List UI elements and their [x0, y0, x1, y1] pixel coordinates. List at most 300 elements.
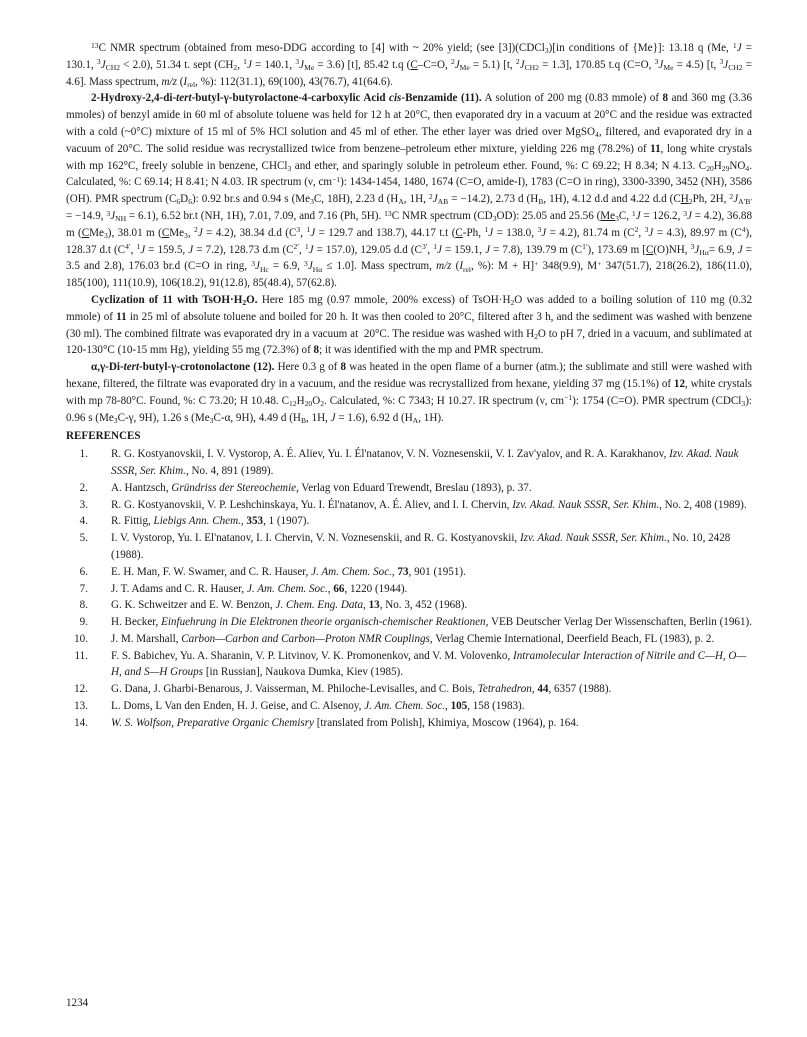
text-run: –C=O, — [417, 58, 451, 71]
text-run: = 129.7 and 138.7), 44.17 t.t ( — [315, 226, 456, 239]
text-run-b: 73 — [397, 565, 409, 578]
text-run: 348(9.9), M — [538, 260, 598, 273]
text-run: = 4.2), 36.88 m ( — [66, 209, 755, 239]
text-run: , 1H), 4.12 d.d and 4.22 d.d (C — [543, 193, 681, 206]
text-run-i: J — [307, 260, 313, 273]
text-run-sub: 2 — [534, 331, 538, 341]
text-run-sup: −1 — [564, 393, 573, 403]
text-run: = 138.0, — [493, 226, 538, 239]
text-run-sup: 2 — [428, 191, 433, 201]
reference-item — [66, 681, 752, 698]
text-run: = 4.2), 81.74 m (C — [546, 226, 635, 239]
text-run-i: J — [694, 243, 700, 256]
text-run: C NMR spectrum (obtained from meso-DDG according to [4] with ~ 20% yield; (see [3])(CDCl — [98, 42, 545, 54]
text-run: , — [299, 243, 305, 256]
reference-number: 2. — [79, 481, 88, 494]
text-run: = 140.1, — [251, 58, 296, 71]
text-run-sup: 3 — [537, 225, 542, 235]
text-run: ): 1434-1454, 1480, 1674 (C=O, amide-I), 1783 (C=O in ring), 3300-3390, 3452 (NH), 3586 (OH). PMR spectrum (C — [66, 176, 755, 206]
text-run: NO — [729, 159, 746, 172]
reference-item — [66, 530, 752, 564]
text-run-sub: 4 — [745, 163, 750, 173]
text-run-b: 66 — [333, 582, 345, 595]
text-run-i: J — [658, 58, 664, 71]
text-run-sub: 3 — [615, 214, 619, 224]
text-run-sub: 3 — [113, 415, 118, 425]
text-run-sup: 1 — [433, 242, 438, 252]
text-run-ul: C — [81, 226, 90, 239]
text-run: ): 0.96 s (Me — [66, 394, 755, 424]
reference-text — [111, 566, 466, 578]
text-run: was heated in the open flame of a burner (atm.); the sublimate and still were washed with hexane, filtered, the filtrate was evaporated dry in a vacuum, and the residue was recrystallized from hexane, yielding 37 mg (15.1%) of — [66, 361, 755, 390]
text-run: = 157.0), 129.05 d.d (C — [313, 243, 422, 256]
text-run-sub: 4 — [595, 130, 599, 140]
page-number: 1234 — [66, 997, 89, 1009]
text-run-sub: Me — [459, 63, 470, 73]
reference-item — [66, 597, 752, 614]
text-run-sup: 3 — [690, 242, 695, 252]
text-run-ul: C — [410, 58, 418, 71]
text-run-sup: 4 — [741, 225, 746, 235]
text-run: ), 38.01 m ( — [107, 226, 162, 239]
reference-item — [66, 564, 752, 581]
text-run-sup: 1 — [243, 57, 247, 67]
text-run-sub: 2 — [320, 399, 325, 408]
reference-number: 8. — [79, 599, 88, 612]
text-run-i: J — [437, 243, 442, 256]
text-run-i: J — [255, 260, 260, 273]
text-run-sub: Hα — [312, 264, 323, 274]
text-run: = 3.6) [t], 85.42 t.q ( — [314, 58, 411, 71]
reference-number: 4. — [79, 515, 88, 528]
text-run: = 126.2, — [640, 209, 684, 222]
text-run: E. H. Man, F. W. Swamer, and C. R. Hauser, — [111, 565, 312, 578]
text-run: C NMR spectrum (CD — [391, 209, 493, 222]
text-run: = −14.9, — [66, 193, 755, 222]
text-run: (O)NH, — [653, 243, 691, 256]
text-run-i: m/z — [436, 260, 452, 273]
text-run-sub: 3 — [287, 163, 292, 173]
text-run-i: J — [330, 411, 336, 424]
text-run-b: -Benzamide (11). — [401, 92, 482, 105]
text-run-sub: 3 — [741, 399, 746, 408]
text-run: , %): M + H] — [471, 260, 535, 273]
text-run: ≤ 1.0]. Mass spectrum, — [322, 260, 437, 273]
text-run-sub: 3 — [492, 214, 497, 224]
text-run-i: J — [686, 209, 692, 222]
text-run-i: Carbon—Carbon and Carbon—Proton NMR Couplings, — [181, 632, 433, 645]
text-run-sub: B — [538, 197, 544, 207]
text-run: , — [300, 226, 307, 239]
text-run: = 1.6), 6.92 d (H — [335, 411, 413, 424]
text-run: Verlag Chemie International, Deerfield Beach, FL (1983), p. 2. — [432, 632, 715, 645]
text-run-sub: 2 — [510, 298, 515, 308]
text-run-sub: 29 — [721, 163, 730, 173]
text-run: L. Doms, L Van den Enden, H. J. Geise, and C. Alsenoy, — [111, 700, 365, 713]
text-run-i: I — [459, 260, 464, 273]
text-run-sub: 6 — [176, 197, 181, 207]
reference-number: 1. — [79, 448, 88, 461]
text-run: , — [130, 243, 137, 256]
reference-text — [111, 515, 309, 527]
text-run: O to pH 7, dried in a vacuum, and sublimated at 120-130°C (10-15 mm Hg), yielding 55 mg (72.3%) of — [66, 327, 755, 357]
text-run: C, — [618, 209, 632, 222]
text-run-i: J — [723, 58, 729, 71]
text-run: , 1H). — [418, 411, 444, 424]
text-run: R. G. Kostyanovskii, I. V. Vystorop, A. É. Aliev, Yu. I. Él'natanov, V. N. Voznesenskii, V. I. Zav'yalov, and R. A. Karakhanov, — [111, 448, 670, 461]
text-run-b: O. — [246, 293, 258, 306]
text-run-b: 8 — [313, 344, 320, 357]
text-run-sub: 3 — [209, 415, 214, 425]
text-run: and 360 mg (3.36 mmoles) of benzyl amide in 60 ml of absolute toluene was held for 12 h at 20°C, then evaporated dry in a vacuum at 20°C and the residue was extracted with a cold (~0°C) mixture of 15 ml of 5% HCl solution and 45 ml of ether. The ether layer was dried over MgSO — [66, 92, 755, 138]
text-run-i: Izv. Akad. Nauk SSSR, Ser. Khim. — [519, 532, 667, 545]
reference-number: 3. — [79, 498, 88, 511]
reference-item — [66, 513, 752, 530]
text-run: , 1H, — [306, 411, 331, 424]
text-run-sup: 3 — [295, 57, 300, 67]
text-run: , — [531, 683, 538, 696]
paragraph-compound-11 — [66, 90, 755, 292]
paragraph-compound-12 — [66, 359, 755, 426]
reference-number: 7. — [79, 582, 88, 595]
text-run-sub: Me — [663, 63, 674, 73]
text-run: = 7.2), 128.73 d.m (C — [193, 243, 294, 256]
text-run-sup: −1 — [332, 174, 341, 184]
text-run: , 1H, — [403, 193, 429, 206]
text-run-b: 11 — [116, 310, 127, 323]
text-run-i: J. Am. Chem. Soc. — [246, 582, 328, 595]
text-run: = 4.5) [t, — [673, 58, 720, 71]
text-run-bsub: 2 — [242, 298, 247, 308]
text-run: G. Dana, J. Gharbi-Benarous, J. Vaisserman, M. Philoche-Levisalles, and C. Bois, — [111, 683, 478, 696]
text-run-sup: 2′ — [293, 242, 300, 252]
text-run-sub: Hc — [259, 264, 269, 274]
text-run: OD): 25.05 and 25.56 ( — [496, 209, 601, 222]
reference-text — [111, 532, 733, 561]
text-run-i: J — [635, 209, 641, 222]
text-run: = 7.8), 139.79 m (C — [490, 243, 583, 256]
text-run-i: Einfuehrung in Die Elektronen theorie organisch-chemischer Reaktionen, — [161, 616, 489, 629]
references-list — [66, 446, 752, 732]
reference-item — [66, 631, 752, 648]
text-run: = 159.1, — [441, 243, 486, 256]
text-run: , 6357 (1988). — [548, 683, 612, 696]
text-run: , No. 10, 2428 (1988). — [111, 532, 734, 561]
text-run-sup: 3 — [296, 225, 301, 235]
text-run-i: J — [454, 58, 460, 71]
text-run-ul: C — [455, 226, 463, 239]
text-run-i: J. Chem. Eng. Data — [275, 599, 364, 612]
text-run-sup: 1 — [136, 242, 141, 252]
text-run-sup: 3 — [96, 57, 101, 67]
text-run-sup: 2 — [450, 57, 455, 67]
text-run-i: Tetrahedron — [477, 683, 532, 696]
text-run-sup: 3 — [251, 258, 255, 268]
reference-item — [66, 648, 752, 682]
text-run-sub: A′B′ — [738, 197, 753, 207]
text-run-b: -butyl-γ-crotonolactone (12). — [139, 361, 275, 374]
text-run: C, 18H), 2.23 d (H — [313, 193, 399, 206]
reference-text — [111, 616, 752, 628]
text-run-sup: 2 — [729, 191, 734, 201]
text-run-sup: 2 — [194, 225, 198, 235]
text-run-bi: cis — [389, 92, 402, 105]
text-run-i: J — [246, 58, 252, 71]
reference-text — [111, 650, 746, 679]
text-run: = 130.1, — [66, 42, 755, 71]
text-run: = 5.1) [t, — [469, 58, 516, 71]
text-run-sup: + — [597, 258, 602, 268]
text-run-sup: 1 — [484, 225, 489, 235]
text-run-ul: C — [161, 226, 170, 239]
text-run-sub: CH2 — [728, 63, 743, 73]
text-run: . Calculated, %: C 69.14; H 8.41; N 4.03. IR spectrum (ν, cm — [66, 159, 755, 189]
text-run: Me — [169, 226, 185, 239]
text-run: H — [713, 159, 722, 172]
text-run: A solution of 200 mg (0.83 mmole) of — [481, 92, 663, 105]
text-run-sup: 4′ — [125, 242, 131, 252]
text-run-b: -butyl-γ-butyrolactone-4-carboxylic Acid — [191, 92, 390, 105]
text-run-i: J — [308, 243, 314, 256]
text-run: [in Russian], Naukova Dumka, Kiev (1985). — [203, 666, 404, 679]
text-run-i: Intramolecular Interaction of Nitrile and C—H, O—H, and S—H Groups — [111, 649, 747, 679]
reference-item — [66, 581, 752, 598]
text-run: ; it was identified with the mp and PMR spectrum. — [319, 344, 544, 357]
text-run: G. K. Schweitzer and E. W. Benzon, — [111, 599, 276, 612]
text-run: , white crystals with mp 78-80°C. Found, %: C 73.20; H 10.48. C — [66, 377, 755, 407]
text-run-ul: C — [645, 243, 654, 256]
text-run: = 4.2), 38.34 d.d (C — [202, 226, 297, 239]
text-run-i: J — [736, 42, 742, 54]
text-run-bi — [124, 361, 139, 373]
text-run: [translated from Polish], Khimiya, Moscow (1964), p. 164. — [313, 716, 579, 729]
text-run: = 4.6]. Mass spectrum, — [66, 58, 755, 88]
text-run: , — [327, 582, 334, 595]
text-run-sub: 20 — [304, 399, 313, 408]
reference-item — [66, 698, 752, 715]
text-run: , — [445, 700, 451, 713]
text-run-sub: Me — [304, 63, 315, 73]
paragraph-13c-nmr — [66, 40, 755, 90]
text-run: O was added to a boiling solution of 110 mg (0.32 mmole) of — [66, 293, 755, 323]
text-run: = 6.1), 6.52 br.t (NH, 1H), 7.01, 7.09, and 7.16 (Ph, 5H). — [126, 209, 385, 222]
text-run: , 901 (1951). — [408, 565, 466, 578]
text-run-i: J — [541, 226, 547, 239]
text-run: F. S. Babichev, Yu. A. Sharanin, V. P. Litvinov, V. K. Promonenkov, and V. M. Volovenko, — [111, 649, 514, 662]
text-run-i: J — [140, 243, 146, 256]
reference-number: 6. — [79, 565, 88, 578]
text-run: ( — [176, 75, 184, 88]
text-run: < 2.0), 51.34 t. sept (CH — [120, 58, 234, 71]
text-run: 347(51.7), 218(26.2), 186(11.0), 185(100), 111(10.9), 106(18.2), 91(12.8), 85(48.4), 57(62.8). — [66, 260, 755, 290]
text-run-sup: 3 — [654, 57, 659, 67]
text-run-sup: 3′ — [421, 242, 428, 252]
text-run-b: 13 — [368, 599, 380, 612]
text-run-sup: 3 — [719, 57, 724, 67]
text-run-i: J — [299, 58, 305, 71]
text-run-i: m/z — [161, 75, 177, 88]
text-run: , long white crystals with mp 162°C, freely soluble in benzene, CHCl — [66, 142, 755, 172]
text-run-sub: 12 — [289, 399, 297, 408]
text-run: , — [638, 226, 645, 239]
text-run: I. V. Vystorop, Yu. I. El'natanov, I. I. Chervin, V. N. Voznesenskii, and R. G. Kostyanovskii, — [111, 532, 520, 545]
text-run: , No. 2, 408 (1989). — [659, 498, 747, 511]
text-run-i: J — [485, 243, 491, 256]
text-run-i: J — [310, 226, 316, 239]
text-run: = −14.2), 2.73 d (H — [448, 193, 539, 206]
text-run-i: W. S. Wolfson, Preparative Organic Chemisry — [111, 716, 314, 729]
text-run: R. Fittig, — [111, 515, 154, 528]
text-run-sup: 1 — [732, 40, 737, 50]
text-run-b: 105 — [450, 700, 468, 713]
text-run-ul: H — [680, 193, 689, 206]
text-run: Verlag von Eduard Trewendt, Breslau (1893), p. 37. — [298, 481, 532, 494]
text-run: D — [180, 193, 189, 206]
text-run: ), 128.37 d.t (C — [66, 226, 755, 256]
text-run-i: J — [488, 226, 494, 239]
text-run-sup: 13 — [91, 40, 99, 50]
reference-text — [111, 599, 467, 611]
text-run-sub: 3 — [103, 231, 108, 241]
text-run-sub: 3 — [544, 46, 549, 56]
text-run-sub: A — [398, 197, 404, 207]
text-run-b: 8 — [662, 92, 669, 105]
text-run-sup: 1 — [304, 242, 309, 252]
text-run-i: Liebigs Ann. Chem. — [153, 515, 241, 528]
reference-text — [111, 448, 738, 477]
text-run-b: 8 — [340, 361, 347, 374]
text-run: ): 1754 (C=O). PMR spectrum (CDCl — [572, 394, 742, 407]
text-run-b: 2-Hydroxy-2,4-di- — [91, 92, 177, 105]
text-run: , No. 4, 891 (1989). — [185, 464, 274, 477]
text-run: R. G. Kostyanovskii, V. P. Leshchinskaya, Yu. I. Él'natanov, A. É. Aliev, and I. I. Chervin, — [111, 498, 513, 511]
reference-number: 9. — [79, 616, 88, 629]
reference-item — [66, 497, 752, 514]
references-heading: REFERENCES — [66, 430, 141, 443]
text-run-sub: CH2 — [524, 63, 539, 73]
text-run-sub: 2 — [233, 63, 238, 73]
text-run-sub: 2 — [688, 197, 693, 207]
text-run: , — [187, 226, 195, 239]
text-run: H — [296, 394, 305, 407]
text-run-sub: CH2 — [105, 63, 120, 73]
text-run: ( — [451, 260, 460, 273]
text-run-b: α,γ-Di- — [91, 361, 124, 374]
text-run: Here 185 mg (0.97 mmole, 200% excess) of TsOH·H — [257, 293, 511, 306]
text-run-i: J — [737, 243, 743, 256]
text-run: = 3.5 and 2.8), 176.03 br.d (C=O in ring, — [66, 243, 755, 273]
text-run: , — [363, 599, 369, 612]
text-run-sub: rel — [463, 264, 472, 274]
text-run-i: J. Am. Chem. Soc. — [364, 700, 446, 713]
text-run-b: 11 — [650, 142, 661, 155]
text-run-sub: A — [412, 415, 419, 425]
text-run: , 1220 (1944). — [344, 582, 408, 595]
reference-number: 11. — [74, 649, 88, 662]
text-run-bi — [176, 92, 191, 104]
text-run: in 25 ml of absolute toluene and boiled for 20 h. It was then cooled to 20°C, filtered after 3 h, and the sediment was washed with benzene (30 ml). The combined filtrate was evaporated dry in a vacuum at 20°C. The residue was washed with H — [66, 310, 755, 340]
reference-text — [111, 700, 525, 712]
text-run: = 1.3], 170.85 t.q (C=O, — [538, 58, 655, 71]
text-run-b: 12 — [673, 377, 686, 390]
text-run-i: J — [432, 193, 438, 206]
text-run: J. M. Marshall, — [111, 632, 182, 645]
text-run: , 158 (1983). — [467, 700, 525, 713]
reference-number: 5. — [79, 532, 88, 545]
reference-item — [66, 446, 752, 480]
text-run-b: Cyclization of 11 with TsOH·H — [91, 293, 243, 306]
text-run-sub: AB — [437, 197, 449, 207]
text-run-i: J — [110, 209, 116, 222]
text-run-i: J — [197, 226, 203, 239]
text-run: Here 0.3 g of — [274, 361, 341, 374]
reference-text — [111, 583, 407, 595]
paragraph-cyclization — [66, 292, 755, 359]
text-run-sup: 3 — [644, 225, 649, 235]
text-run-i: J — [519, 58, 525, 71]
reference-number: 10. — [74, 632, 88, 645]
text-run-bi — [389, 92, 401, 104]
text-run: VEB Deutscher Verlag Der Wissenschaften, Berlin (1961). — [488, 616, 752, 629]
text-run-sup: 13 — [384, 208, 392, 218]
text-run-sup: 1′ — [582, 242, 588, 252]
text-run-i: J — [733, 193, 739, 206]
text-run-i: J. Am. Chem. Soc. — [311, 565, 392, 578]
reference-text — [111, 717, 579, 729]
text-run: , %): 112(31.1), 69(100), 43(76.7), 41(64.6). — [195, 75, 393, 88]
text-run: . Calculated, %: C 7343; H 10.27. IR spectrum (ν, cm — [324, 394, 565, 407]
text-run: , filtered, and evaporated dry in a vacuum of 20°C. The solid residue was recrystallized twice from benzene–petroleum ether mixture, yielding 226 mg (78.2%) of — [66, 125, 755, 155]
text-run: , — [427, 243, 434, 256]
text-run-bi: tert — [176, 92, 192, 105]
reference-number: 14. — [74, 716, 88, 729]
text-run-sub: 6 — [188, 197, 192, 207]
text-run-bi: tert — [123, 361, 140, 374]
text-run-sub: 20 — [706, 163, 714, 173]
text-run-sup: 2 — [634, 225, 639, 235]
text-run-sup: 1 — [631, 208, 636, 218]
text-run-i: J — [648, 226, 654, 239]
text-run-sup: 3 — [106, 208, 111, 218]
text-run: , — [391, 565, 398, 578]
text-run-sub: B — [300, 415, 307, 425]
text-run-b: 44 — [537, 683, 549, 696]
text-run-i: Izv. Akad. Nauk SSSR, Ser. Khim. — [512, 498, 660, 511]
text-run-i: Izv. Akad. Nauk SSSR, Ser. Khim. — [111, 448, 739, 477]
text-run-sub: Hα — [699, 247, 709, 257]
text-run: and ether, and sparingly soluble in petroleum ether. Found, %: C 69.22; H 8.34; N 4.13. C — [291, 159, 707, 172]
text-run: , 1 (1907). — [263, 515, 310, 528]
text-run: Ph, 2H, — [692, 193, 730, 206]
text-run-sup: 1 — [306, 225, 311, 235]
text-run-i: Gründriss der Stereochemie, — [171, 481, 299, 494]
text-run: ): 0.92 br.s and 0.94 s (Me — [191, 193, 311, 206]
reference-item — [66, 480, 752, 497]
text-run: O — [312, 394, 321, 407]
text-run-i: J — [100, 58, 106, 71]
text-run: = 4.3), 89.97 m (C — [653, 226, 742, 239]
reference-number: 13. — [74, 700, 88, 713]
reference-text — [111, 499, 747, 511]
text-run: , — [240, 515, 247, 528]
text-run-sub: rel — [187, 79, 196, 89]
text-run: C-α, 9H), 4.49 d (H — [213, 411, 301, 424]
text-run-sub: 3 — [310, 197, 314, 207]
text-run: J. T. Adams and C. R. Hauser, — [111, 582, 247, 595]
page-body — [66, 40, 755, 732]
reference-item — [66, 614, 752, 631]
text-run-ul: Me — [600, 209, 616, 222]
